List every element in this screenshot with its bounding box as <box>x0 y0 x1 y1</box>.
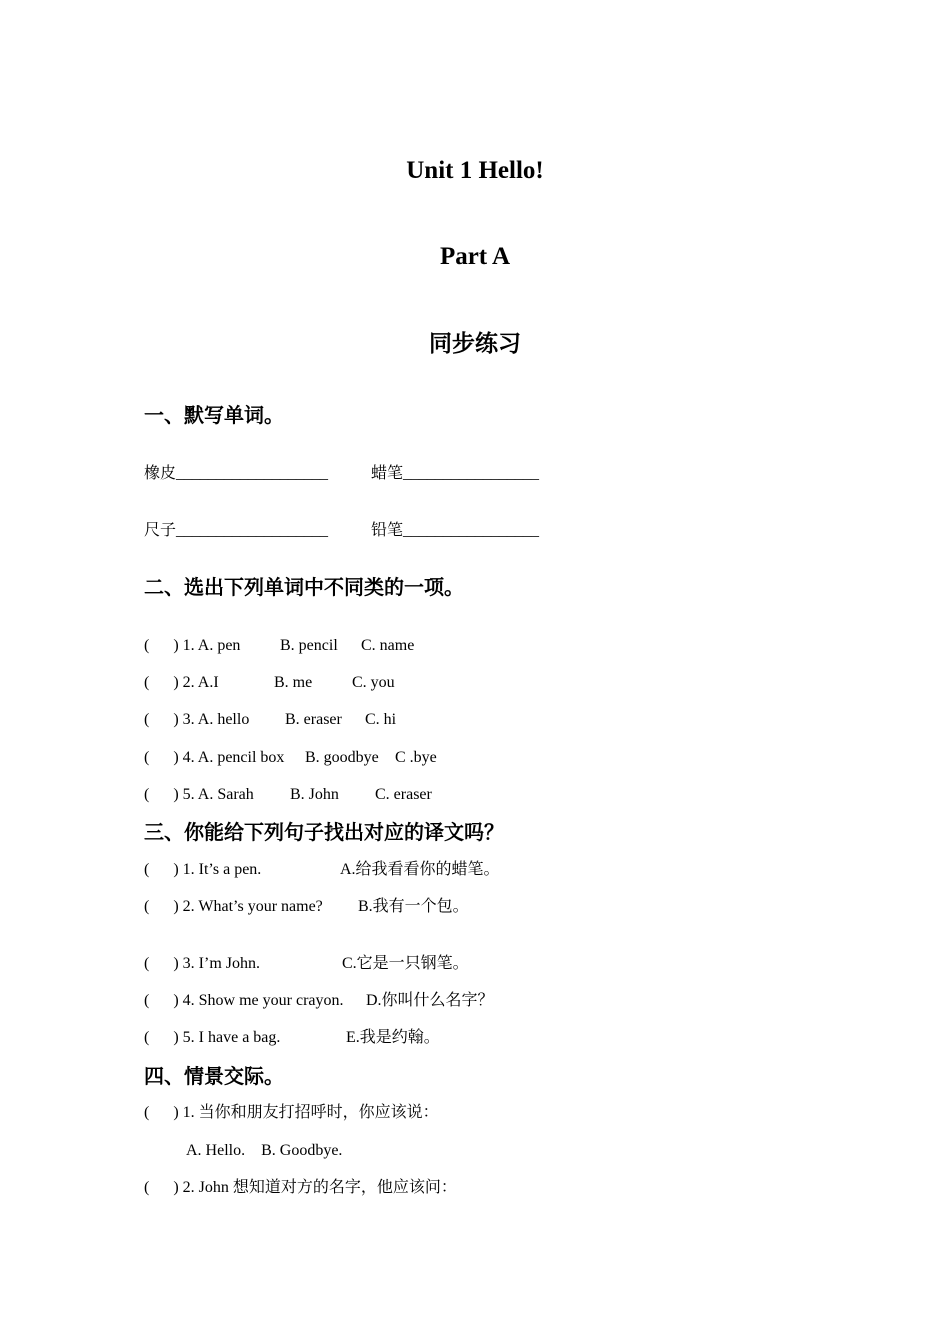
situation-item-2-question: ( ) 2. John 想知道对方的名字，他应该问： <box>144 1179 457 1196</box>
page-title: Unit 1 Hello! <box>406 157 544 184</box>
translation-item-1-sentence: ( ) 1. It’s a pen. <box>144 861 262 878</box>
odd-one-out-item-4-option-c: C .bye <box>395 749 437 766</box>
section3-heading: 三、你能给下列句子找出对应的译文吗？ <box>144 820 504 844</box>
translation-item-4-sentence: ( ) 4. Show me your crayon. <box>144 992 344 1009</box>
translation-item-3-sentence: ( ) 3. I’m John. <box>144 955 260 972</box>
section1-heading: 一、默写单词。 <box>144 403 284 427</box>
word-blank-pencil: 铅笔_________________ <box>371 522 540 539</box>
translation-item-2-option: B.我有一个包。 <box>358 898 469 915</box>
word-blank-eraser: 橡皮___________________ <box>144 465 329 482</box>
translation-item-2-sentence: ( ) 2. What’s your name? <box>144 898 323 915</box>
situation-item-1-options: A. Hello. B. Goodbye. <box>186 1142 343 1159</box>
translation-item-4-option: D.你叫什么名字？ <box>366 992 494 1009</box>
odd-one-out-item-3-prompt: ( ) 3. A. hello <box>144 711 250 728</box>
odd-one-out-item-3-option-b: B. eraser <box>285 711 342 728</box>
odd-one-out-item-1-option-b: B. pencil <box>280 637 338 654</box>
odd-one-out-item-2-prompt: ( ) 2. A.I <box>144 674 219 691</box>
odd-one-out-item-3-option-c: C. hi <box>365 711 397 728</box>
situation-item-1-question: ( ) 1. 当你和朋友打招呼时，你应该说： <box>144 1104 439 1121</box>
word-blank-ruler: 尺子___________________ <box>144 522 329 539</box>
section2-heading: 二、选出下列单词中不同类的一项。 <box>144 575 464 599</box>
translation-item-5-sentence: ( ) 5. I have a bag. <box>144 1029 281 1046</box>
word-blank-crayon: 蜡笔_________________ <box>371 465 540 482</box>
translation-item-3-option: C.它是一只钢笔。 <box>342 955 469 972</box>
odd-one-out-item-2-option-b: B. me <box>274 674 313 691</box>
odd-one-out-item-5-option-c: C. eraser <box>375 786 432 803</box>
section4-heading: 四、情景交际。 <box>144 1064 284 1088</box>
odd-one-out-item-4-option-b: B. goodbye <box>305 749 379 766</box>
odd-one-out-item-1-prompt: ( ) 1. A. pen <box>144 637 241 654</box>
odd-one-out-item-1-option-c: C. name <box>361 637 415 654</box>
odd-one-out-item-2-option-c: C. you <box>352 674 395 691</box>
odd-one-out-item-5-option-b: B. John <box>290 786 339 803</box>
page-subtitle: Part A <box>439 243 511 270</box>
translation-item-1-option: A.给我看看你的蜡笔。 <box>340 861 500 878</box>
page-subtitle-chinese: 同步练习 <box>429 331 521 357</box>
odd-one-out-item-4-prompt: ( ) 4. A. pencil box <box>144 749 285 766</box>
translation-item-5-option: E.我是约翰。 <box>346 1029 440 1046</box>
odd-one-out-item-5-prompt: ( ) 5. A. Sarah <box>144 786 254 803</box>
